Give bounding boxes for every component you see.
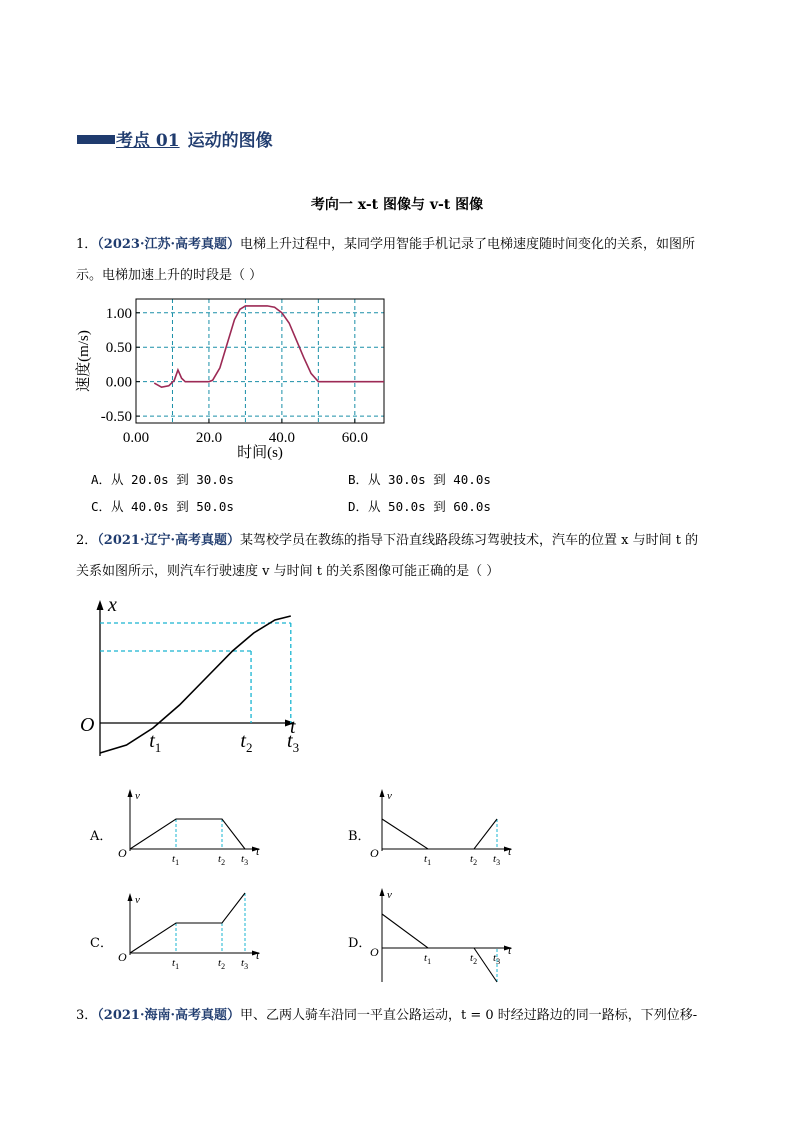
time-tick-label: $t_1$: [149, 730, 162, 755]
tick-label: $t_3$: [493, 952, 501, 966]
v-axis-arrow: [380, 888, 385, 896]
position-time-graph: [70, 596, 310, 760]
tick-label: $t_3$: [241, 957, 249, 971]
time-tick-label: $t_3$: [287, 730, 300, 755]
tick-label: $t_1$: [424, 952, 432, 966]
q1-option-d[interactable]: D．从 50.0s 到 60.0s: [348, 499, 491, 514]
question-2-line2: 关系如图所示，则汽车行驶速度 v 与时间 t 的关系图像可能正确的是（ ）: [76, 564, 500, 579]
velocity-line: [130, 819, 245, 849]
q2-option-a[interactable]: A．: [90, 829, 113, 844]
section-title: [116, 126, 273, 151]
tick-label: $t_3$: [493, 853, 501, 867]
option-c-graph[interactable]: [118, 889, 268, 974]
section-bar: [77, 135, 115, 144]
y-axis-label: 速度(m/s): [76, 330, 92, 392]
chart-frame: [136, 299, 384, 423]
section-number: 考点 01: [116, 131, 180, 151]
t-axis-label: t: [508, 943, 512, 957]
question-2-number: 2．: [76, 533, 98, 548]
q2-option-c[interactable]: C．: [90, 936, 113, 951]
v-axis-label: v: [387, 889, 392, 901]
origin-label: O: [118, 950, 127, 964]
x-axis-label: 时间(s): [237, 445, 283, 460]
tick-label: $t_2$: [470, 952, 478, 966]
tick-label: $t_2$: [218, 957, 226, 971]
subsection-title: 考向一 x-t 图像与 v-t 图像: [310, 197, 484, 213]
question-2-source: （2021·辽宁·高考真题）: [97, 533, 241, 548]
x-axis-label: t: [290, 716, 296, 738]
t-axis-label: t: [508, 844, 512, 858]
guide-lines: [100, 623, 291, 723]
v-axis-label: v: [387, 790, 392, 802]
option-a-graph[interactable]: [118, 785, 268, 870]
x-tick-label: 60.0: [341, 430, 368, 446]
tick-label: $t_1$: [172, 853, 180, 867]
time-tick-label: $t_2$: [240, 730, 253, 755]
tick-label: $t_2$: [470, 853, 478, 867]
q1-option-b[interactable]: B．从 30.0s 到 40.0s: [348, 472, 491, 487]
v-axis-arrow: [128, 789, 133, 797]
origin-label: O: [370, 846, 379, 860]
x-tick-label: 20.0: [195, 430, 223, 446]
question-1-line2: 示。电梯加速上升的时段是（ ）: [76, 268, 263, 283]
question-2-text: [76, 525, 726, 587]
q2-option-b[interactable]: B．: [348, 829, 371, 844]
question-3-line: 甲、乙两人骑车沿同一平直公路运动，t = 0 时经过路边的同一路标，下列位移-: [240, 1008, 698, 1023]
y-axis-label: x: [108, 596, 117, 616]
question-1-source: （2023·江苏·高考真题）: [97, 237, 241, 252]
question-3-text: [76, 1000, 726, 1031]
v-axis-label: v: [135, 790, 140, 802]
y-tick-label: 0.50: [105, 340, 132, 357]
option-b-graph[interactable]: [370, 785, 520, 870]
tick-label: $t_3$: [241, 853, 249, 867]
velocity-line: [130, 893, 245, 953]
tick-label: $t_2$: [218, 853, 226, 867]
question-2-line1: 某驾校学员在教练的指导下沿直线路段练习驾驶技术，汽车的位置 x 与时间 t 的: [240, 533, 699, 548]
velocity-line: [382, 819, 497, 849]
time-tick-labels: [149, 730, 299, 755]
origin-label: O: [370, 945, 379, 959]
question-3-source: （2021·海南·高考真题）: [97, 1008, 241, 1023]
v-axis-label: v: [135, 894, 140, 906]
tick-label: $t_1$: [424, 853, 432, 867]
y-axis-arrow: [97, 600, 104, 610]
x-tick-label: 0.00: [122, 430, 150, 446]
question-1-text: [76, 229, 726, 291]
tick-label: $t_1$: [172, 957, 180, 971]
y-tick-label: -0.50: [100, 409, 132, 426]
q2-option-d[interactable]: D．: [348, 936, 372, 951]
origin-label: O: [80, 714, 95, 736]
position-curve: [100, 616, 291, 753]
question-3-number: 3．: [76, 1008, 98, 1023]
option-d-graph[interactable]: [370, 884, 520, 984]
chart-grid: [136, 299, 384, 423]
y-tick-label: 1.00: [105, 305, 132, 322]
q1-option-c[interactable]: C．从 40.0s 到 50.0s: [91, 499, 234, 514]
x-tick-label: 40.0: [268, 430, 296, 446]
velocity-series-line: [154, 306, 384, 387]
question-1-line1: 电梯上升过程中，某同学用智能手机记录了电梯速度随时间变化的关系，如图所: [240, 237, 696, 252]
elevator-velocity-chart: [70, 290, 400, 460]
section-name: 运动的图像: [187, 131, 273, 151]
question-1-number: 1．: [76, 237, 98, 252]
origin-label: O: [118, 846, 127, 860]
v-axis-arrow: [128, 893, 133, 901]
q1-option-a[interactable]: A．从 20.0s 到 30.0s: [91, 472, 234, 487]
t-axis-label: t: [256, 948, 260, 962]
chart-ticks: [101, 306, 368, 446]
t-axis-label: t: [256, 844, 260, 858]
y-tick-label: 0.00: [105, 374, 132, 391]
v-axis-arrow: [380, 789, 385, 797]
